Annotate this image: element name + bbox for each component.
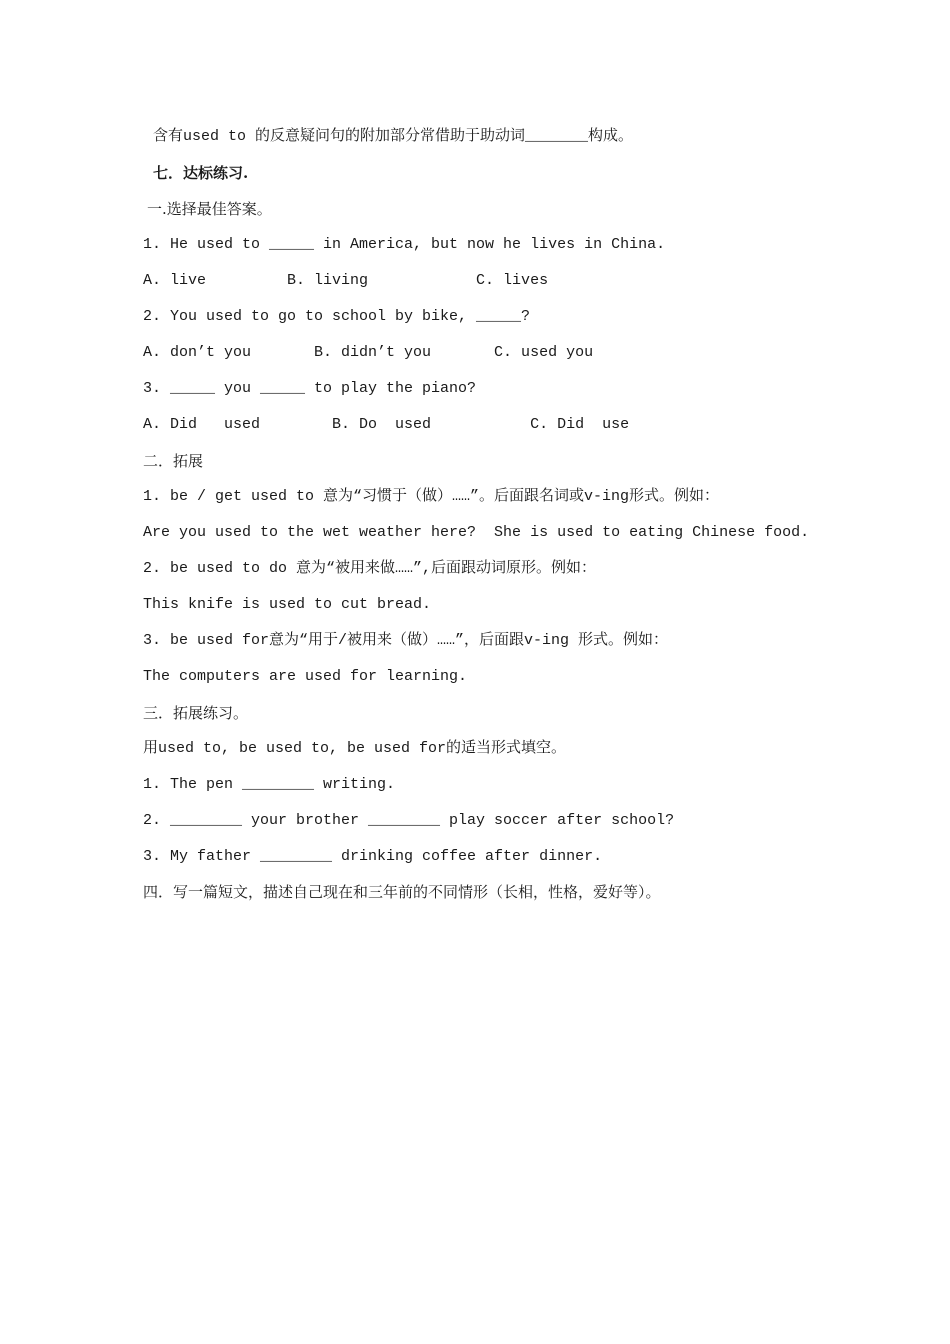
subsection-heading-choose: 一.选择最佳答案。 <box>147 200 272 218</box>
expand-rule-3: 3. be used for意为“用于/被用来（做）……”，后面跟v-ing 形式。例如： <box>143 632 669 649</box>
expand-example-2: This knife is used to cut bread. <box>143 596 432 613</box>
expand-example-3: The computers are used for learning. <box>143 668 468 685</box>
section-heading-practice: 三．拓展练习。 <box>143 704 249 722</box>
expand-example-1: Are you used to the wet weather here? She is used to eating Chinese food. <box>143 524 810 541</box>
grammar-note-question-tag: 含有used to 的反意疑问句的附加部分常借助于助动词_______构成。 <box>153 128 634 145</box>
question-3-options: A. Did used B. Do used C. Did use <box>143 416 630 433</box>
expand-rule-1: 1. be / get used to 意为“习惯于（做）……”。后面跟名词或v-ing形式。例如： <box>143 488 720 505</box>
practice-instruction: 用used to, be used to, be used for的适当形式填空。 <box>143 740 567 757</box>
practice-question-1: 1. The pen ________ writing. <box>143 776 396 793</box>
expand-rule-2: 2. be used to do 意为“被用来做……”,后面跟动词原形。例如： <box>143 560 597 577</box>
question-1-options: A. live B. living C. lives <box>143 272 549 289</box>
section-heading-writing: 四．写一篇短文，描述自己现在和三年前的不同情形（长相，性格，爱好等）。 <box>143 883 661 901</box>
question-2: 2. You used to go to school by bike, _____? <box>143 308 531 325</box>
practice-question-3: 3. My father ________ drinking coffee after dinner. <box>143 848 603 865</box>
section-heading-7: 七．达标练习. <box>153 164 249 182</box>
question-3: 3. _____ you _____ to play the piano? <box>143 380 477 397</box>
practice-question-2: 2. ________ your brother ________ play soccer after school? <box>143 812 675 829</box>
question-1: 1. He used to _____ in America, but now he lives in China. <box>143 236 666 253</box>
question-2-options: A. don’t you B. didn’t you C. used you <box>143 344 594 361</box>
section-heading-expand: 二．拓展 <box>143 452 204 470</box>
